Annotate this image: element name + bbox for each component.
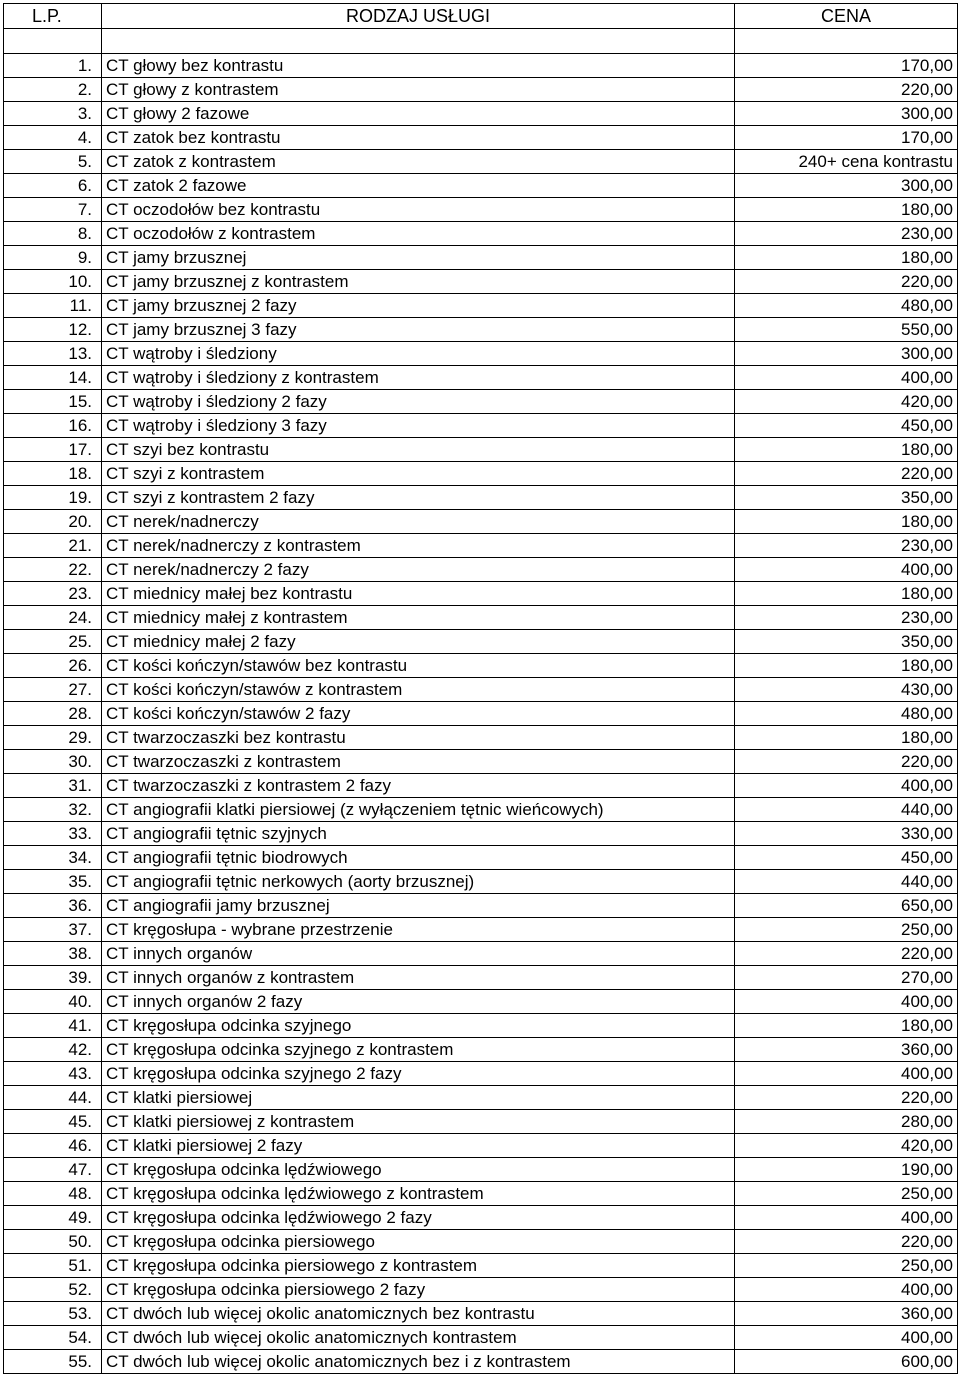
service-name: CT zatok 2 fazowe [102, 174, 735, 198]
row-number: 49. [4, 1206, 102, 1230]
service-price: 170,00 [735, 54, 958, 78]
row-number: 22. [4, 558, 102, 582]
row-number: 17. [4, 438, 102, 462]
row-number: 16. [4, 414, 102, 438]
row-number: 45. [4, 1110, 102, 1134]
row-number: 38. [4, 942, 102, 966]
table-row [4, 1062, 958, 1086]
service-price: 400,00 [735, 366, 958, 390]
service-price: 220,00 [735, 270, 958, 294]
table-row [4, 942, 958, 966]
table-row [4, 1206, 958, 1230]
row-number: 55. [4, 1350, 102, 1374]
row-number: 19. [4, 486, 102, 510]
service-price: 180,00 [735, 198, 958, 222]
row-number: 42. [4, 1038, 102, 1062]
service-price: 220,00 [735, 942, 958, 966]
service-name: CT wątroby i śledziony z kontrastem [102, 366, 735, 390]
service-name: CT angiografii tętnic szyjnych [102, 822, 735, 846]
table-row [4, 438, 958, 462]
table-row [4, 678, 958, 702]
table-row [4, 654, 958, 678]
service-price: 220,00 [735, 1230, 958, 1254]
table-header-row [4, 4, 958, 29]
service-name: CT miednicy małej bez kontrastu [102, 582, 735, 606]
service-price: 400,00 [735, 1278, 958, 1302]
service-price: 400,00 [735, 1326, 958, 1350]
row-number: 47. [4, 1158, 102, 1182]
service-name: CT twarzoczaszki z kontrastem 2 fazy [102, 774, 735, 798]
service-price: 180,00 [735, 582, 958, 606]
table-row [4, 1014, 958, 1038]
row-number: 26. [4, 654, 102, 678]
service-price: 450,00 [735, 414, 958, 438]
service-price: 230,00 [735, 534, 958, 558]
row-number: 11. [4, 294, 102, 318]
table-row [4, 1230, 958, 1254]
service-price: 400,00 [735, 558, 958, 582]
service-name: CT wątroby i śledziony 2 fazy [102, 390, 735, 414]
spacer-cell [102, 29, 735, 54]
table-row [4, 54, 958, 78]
row-number: 44. [4, 1086, 102, 1110]
table-row [4, 510, 958, 534]
service-price: 230,00 [735, 606, 958, 630]
service-price: 550,00 [735, 318, 958, 342]
service-name: CT klatki piersiowej [102, 1086, 735, 1110]
row-number: 35. [4, 870, 102, 894]
table-row [4, 1086, 958, 1110]
service-price: 220,00 [735, 462, 958, 486]
service-price: 180,00 [735, 654, 958, 678]
service-name: CT szyi z kontrastem [102, 462, 735, 486]
service-name: CT kręgosłupa odcinka lędźwiowego [102, 1158, 735, 1182]
service-name: CT kręgosłupa odcinka lędźwiowego z kontrastem [102, 1182, 735, 1206]
service-name: CT kręgosłupa odcinka szyjnego [102, 1014, 735, 1038]
service-name: CT klatki piersiowej z kontrastem [102, 1110, 735, 1134]
service-price: 400,00 [735, 1206, 958, 1230]
row-number: 46. [4, 1134, 102, 1158]
service-name: CT nerek/nadnerczy [102, 510, 735, 534]
service-name: CT twarzoczaszki z kontrastem [102, 750, 735, 774]
service-price: 350,00 [735, 486, 958, 510]
service-name: CT jamy brzusznej 2 fazy [102, 294, 735, 318]
service-price: 300,00 [735, 342, 958, 366]
service-price: 220,00 [735, 78, 958, 102]
row-number: 24. [4, 606, 102, 630]
table-row [4, 918, 958, 942]
table-row [4, 486, 958, 510]
row-number: 9. [4, 246, 102, 270]
table-row [4, 822, 958, 846]
table-row [4, 558, 958, 582]
table-row [4, 870, 958, 894]
service-name: CT kości kończyn/stawów 2 fazy [102, 702, 735, 726]
header-lp: L.P. [4, 4, 102, 29]
service-price: 360,00 [735, 1038, 958, 1062]
service-name: CT głowy bez kontrastu [102, 54, 735, 78]
row-number: 1. [4, 54, 102, 78]
service-name: CT innych organów 2 fazy [102, 990, 735, 1014]
service-name: CT dwóch lub więcej okolic anatomicznych kontrastem [102, 1326, 735, 1350]
service-price: 280,00 [735, 1110, 958, 1134]
row-number: 29. [4, 726, 102, 750]
service-name: CT oczodołów z kontrastem [102, 222, 735, 246]
service-price: 440,00 [735, 870, 958, 894]
row-number: 43. [4, 1062, 102, 1086]
service-name: CT kości kończyn/stawów z kontrastem [102, 678, 735, 702]
row-number: 8. [4, 222, 102, 246]
service-name: CT jamy brzusznej z kontrastem [102, 270, 735, 294]
service-name: CT innych organów [102, 942, 735, 966]
table-row [4, 1254, 958, 1278]
service-price: 480,00 [735, 702, 958, 726]
service-price: 190,00 [735, 1158, 958, 1182]
spacer-cell [735, 29, 958, 54]
table-row [4, 270, 958, 294]
service-price: 170,00 [735, 126, 958, 150]
table-row [4, 774, 958, 798]
service-price: 180,00 [735, 510, 958, 534]
table-row [4, 1134, 958, 1158]
service-name: CT wątroby i śledziony [102, 342, 735, 366]
service-price: 300,00 [735, 174, 958, 198]
service-price: 180,00 [735, 438, 958, 462]
service-name: CT wątroby i śledziony 3 fazy [102, 414, 735, 438]
row-number: 39. [4, 966, 102, 990]
table-row [4, 1302, 958, 1326]
table-body [4, 29, 958, 1374]
service-name: CT kręgosłupa odcinka szyjnego 2 fazy [102, 1062, 735, 1086]
service-name: CT kręgosłupa odcinka piersiowego z kontrastem [102, 1254, 735, 1278]
row-number: 23. [4, 582, 102, 606]
row-number: 37. [4, 918, 102, 942]
service-name: CT szyi z kontrastem 2 fazy [102, 486, 735, 510]
table-row [4, 726, 958, 750]
service-name: CT kręgosłupa odcinka lędźwiowego 2 fazy [102, 1206, 735, 1230]
row-number: 51. [4, 1254, 102, 1278]
service-name: CT kości kończyn/stawów bez kontrastu [102, 654, 735, 678]
service-name: CT miednicy małej z kontrastem [102, 606, 735, 630]
row-number: 5. [4, 150, 102, 174]
table-row [4, 630, 958, 654]
service-price: 330,00 [735, 822, 958, 846]
table-row [4, 462, 958, 486]
table-row [4, 222, 958, 246]
service-price: 220,00 [735, 750, 958, 774]
row-number: 31. [4, 774, 102, 798]
table-row [4, 294, 958, 318]
row-number: 41. [4, 1014, 102, 1038]
service-price: 600,00 [735, 1350, 958, 1374]
service-name: CT głowy 2 fazowe [102, 102, 735, 126]
table-row [4, 606, 958, 630]
table-row [4, 414, 958, 438]
service-price: 400,00 [735, 1062, 958, 1086]
row-number: 12. [4, 318, 102, 342]
table-row [4, 150, 958, 174]
row-number: 10. [4, 270, 102, 294]
service-price: 480,00 [735, 294, 958, 318]
table-row [4, 1350, 958, 1374]
row-number: 27. [4, 678, 102, 702]
header-service: RODZAJ USŁUGI [102, 4, 735, 29]
row-number: 52. [4, 1278, 102, 1302]
service-name: CT oczodołów bez kontrastu [102, 198, 735, 222]
table-row [4, 702, 958, 726]
row-number: 50. [4, 1230, 102, 1254]
row-number: 15. [4, 390, 102, 414]
service-price: 230,00 [735, 222, 958, 246]
table-row [4, 534, 958, 558]
row-number: 6. [4, 174, 102, 198]
table-row [4, 582, 958, 606]
row-number: 33. [4, 822, 102, 846]
service-name: CT miednicy małej 2 fazy [102, 630, 735, 654]
service-name: CT szyi bez kontrastu [102, 438, 735, 462]
service-name: CT angiografii jamy brzusznej [102, 894, 735, 918]
service-price: 250,00 [735, 1182, 958, 1206]
row-number: 14. [4, 366, 102, 390]
service-price: 400,00 [735, 990, 958, 1014]
table-row [4, 366, 958, 390]
row-number: 54. [4, 1326, 102, 1350]
table-row [4, 198, 958, 222]
row-number: 21. [4, 534, 102, 558]
service-price: 360,00 [735, 1302, 958, 1326]
service-name: CT kręgosłupa odcinka szyjnego z kontrastem [102, 1038, 735, 1062]
row-number: 34. [4, 846, 102, 870]
service-price: 240+ cena kontrastu [735, 150, 958, 174]
service-name: CT angiografii klatki piersiowej (z wyłączeniem tętnic wieńcowych) [102, 798, 735, 822]
table-row [4, 246, 958, 270]
service-name: CT nerek/nadnerczy 2 fazy [102, 558, 735, 582]
price-table [3, 3, 958, 1374]
service-price: 450,00 [735, 846, 958, 870]
row-number: 7. [4, 198, 102, 222]
service-price: 650,00 [735, 894, 958, 918]
service-name: CT nerek/nadnerczy z kontrastem [102, 534, 735, 558]
service-price: 350,00 [735, 630, 958, 654]
row-number: 25. [4, 630, 102, 654]
row-number: 32. [4, 798, 102, 822]
table-row [4, 174, 958, 198]
table-row [4, 102, 958, 126]
service-price: 440,00 [735, 798, 958, 822]
service-name: CT kręgosłupa odcinka piersiowego [102, 1230, 735, 1254]
service-price: 430,00 [735, 678, 958, 702]
table-row [4, 798, 958, 822]
table-row [4, 894, 958, 918]
service-name: CT zatok bez kontrastu [102, 126, 735, 150]
row-number: 28. [4, 702, 102, 726]
row-number: 13. [4, 342, 102, 366]
table-row [4, 342, 958, 366]
header-price: CENA [735, 4, 958, 29]
service-price: 180,00 [735, 246, 958, 270]
table-row [4, 966, 958, 990]
service-price: 250,00 [735, 1254, 958, 1278]
table-row [4, 390, 958, 414]
service-name: CT kręgosłupa - wybrane przestrzenie [102, 918, 735, 942]
service-price: 250,00 [735, 918, 958, 942]
service-price: 180,00 [735, 726, 958, 750]
table-row [4, 846, 958, 870]
service-price: 180,00 [735, 1014, 958, 1038]
row-number: 30. [4, 750, 102, 774]
service-name: CT innych organów z kontrastem [102, 966, 735, 990]
service-name: CT klatki piersiowej 2 fazy [102, 1134, 735, 1158]
service-name: CT kręgosłupa odcinka piersiowego 2 fazy [102, 1278, 735, 1302]
service-name: CT jamy brzusznej [102, 246, 735, 270]
table-row [4, 1110, 958, 1134]
spacer-cell [4, 29, 102, 54]
row-number: 20. [4, 510, 102, 534]
service-name: CT twarzoczaszki bez kontrastu [102, 726, 735, 750]
service-name: CT dwóch lub więcej okolic anatomicznych bez kontrastu [102, 1302, 735, 1326]
table-row [4, 1158, 958, 1182]
row-number: 40. [4, 990, 102, 1014]
table-row [4, 78, 958, 102]
service-price: 420,00 [735, 1134, 958, 1158]
row-number: 2. [4, 78, 102, 102]
service-price: 270,00 [735, 966, 958, 990]
service-price: 220,00 [735, 1086, 958, 1110]
table-row [4, 750, 958, 774]
table-row [4, 990, 958, 1014]
row-number: 18. [4, 462, 102, 486]
table-row [4, 1038, 958, 1062]
service-name: CT dwóch lub więcej okolic anatomicznych bez i z kontrastem [102, 1350, 735, 1374]
row-number: 3. [4, 102, 102, 126]
table-row [4, 1182, 958, 1206]
service-price: 420,00 [735, 390, 958, 414]
table-spacer-row [4, 29, 958, 54]
row-number: 53. [4, 1302, 102, 1326]
row-number: 48. [4, 1182, 102, 1206]
service-name: CT jamy brzusznej 3 fazy [102, 318, 735, 342]
service-price: 300,00 [735, 102, 958, 126]
table-row [4, 1326, 958, 1350]
table-row [4, 318, 958, 342]
table-row [4, 126, 958, 150]
row-number: 36. [4, 894, 102, 918]
service-price: 400,00 [735, 774, 958, 798]
service-name: CT angiografii tętnic biodrowych [102, 846, 735, 870]
service-name: CT angiografii tętnic nerkowych (aorty brzusznej) [102, 870, 735, 894]
row-number: 4. [4, 126, 102, 150]
table-row [4, 1278, 958, 1302]
service-name: CT zatok z kontrastem [102, 150, 735, 174]
service-name: CT głowy z kontrastem [102, 78, 735, 102]
